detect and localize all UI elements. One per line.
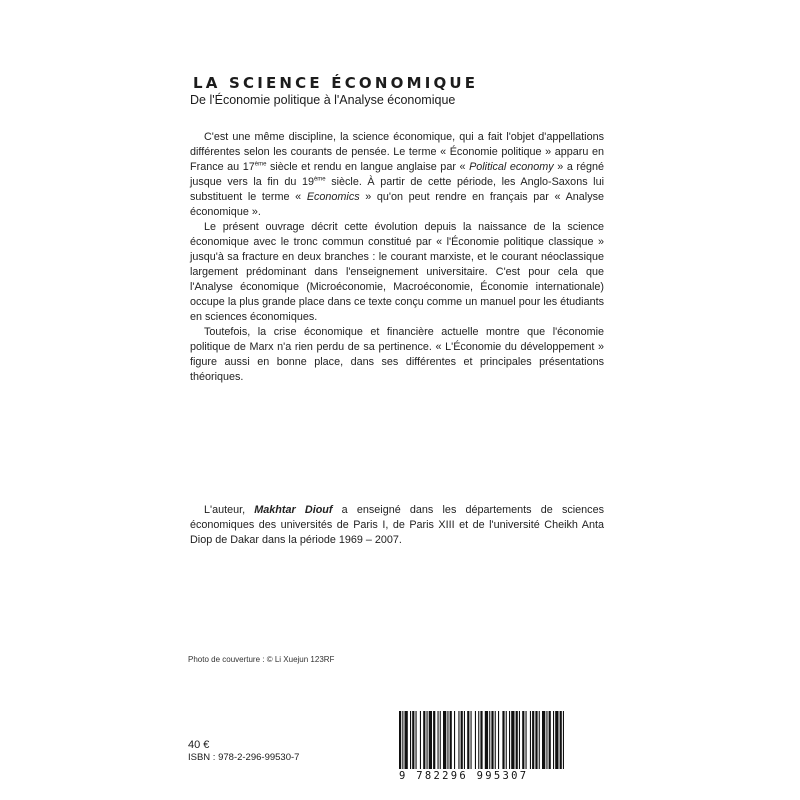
photo-credit: Photo de couverture : © Li Xuejun 123RF bbox=[188, 655, 335, 664]
author-bio bbox=[190, 503, 604, 548]
italic-term-economics: Economics bbox=[306, 191, 360, 203]
paragraph-1-text-a: C'est une même discipline, la science économique, qui a fait l'objet d'appellations différentes selon les courants de pensée. Le terme « Économie politique » apparu en France au 17 bbox=[190, 131, 604, 173]
author-name: Makhtar Diouf bbox=[254, 504, 333, 516]
author-bio-rest: a enseigné dans les départements de sciences économiques des universités de Paris I, de Paris XIII et de l'université Cheikh Anta Diop de Dakar dans la période 1969 – 2007. bbox=[190, 504, 604, 546]
barcode-digits: 9 782296 995307 bbox=[399, 770, 529, 782]
book-title: LA SCIENCE ÉCONOMIQUE bbox=[193, 74, 479, 92]
price-label: 40 € bbox=[188, 739, 210, 751]
description-paragraph-2: Le présent ouvrage décrit cette évolution depuis la naissance de la science économique avec le tronc commun constitué par « l'Économie politique classique » jusqu'à sa fracture en deux branches : le courant marxiste, et le courant néoclassique largement prédominant dans l'enseignement universitaire. C'est pour cela que l'Analyse économique (Microéconomie, Macroéconomie, Économie internationale) occupe la plus grande place dans ce texte conçu comme un manuel pour les étudiants en sciences économiques. bbox=[190, 221, 604, 323]
paragraph-1-text-b: siècle et rendu en langue anglaise par « bbox=[266, 161, 470, 173]
superscript-ordinal: ème bbox=[254, 161, 267, 168]
paragraph-1-text-c: » a régné jusque vers la fin du 19 bbox=[190, 161, 605, 188]
description-paragraph-1 bbox=[190, 130, 604, 220]
author-bio-lead: L'auteur, bbox=[204, 504, 255, 516]
italic-term-political-economy: Political economy bbox=[469, 161, 554, 173]
paragraph-1-text-d: siècle. À partir de cette période, les Anglo-Saxons lui substituent le terme « bbox=[190, 176, 604, 203]
book-subtitle: De l'Économie politique à l'Analyse économique bbox=[190, 93, 456, 107]
isbn-label: ISBN : 978-2-296-99530-7 bbox=[188, 752, 300, 763]
book-description bbox=[190, 130, 604, 385]
superscript-ordinal: ème bbox=[313, 176, 326, 183]
paragraph-1-text-e: » qu'on peut rendre en français par « Analyse économique ». bbox=[190, 191, 604, 218]
description-paragraph-3: Toutefois, la crise économique et financière actuelle montre que l'économie politique de Marx n'a rien perdu de sa pertinence. « L'Économie du développement » figure aussi en bonne place, dans ses différentes et principales présentations théoriques. bbox=[190, 326, 604, 383]
